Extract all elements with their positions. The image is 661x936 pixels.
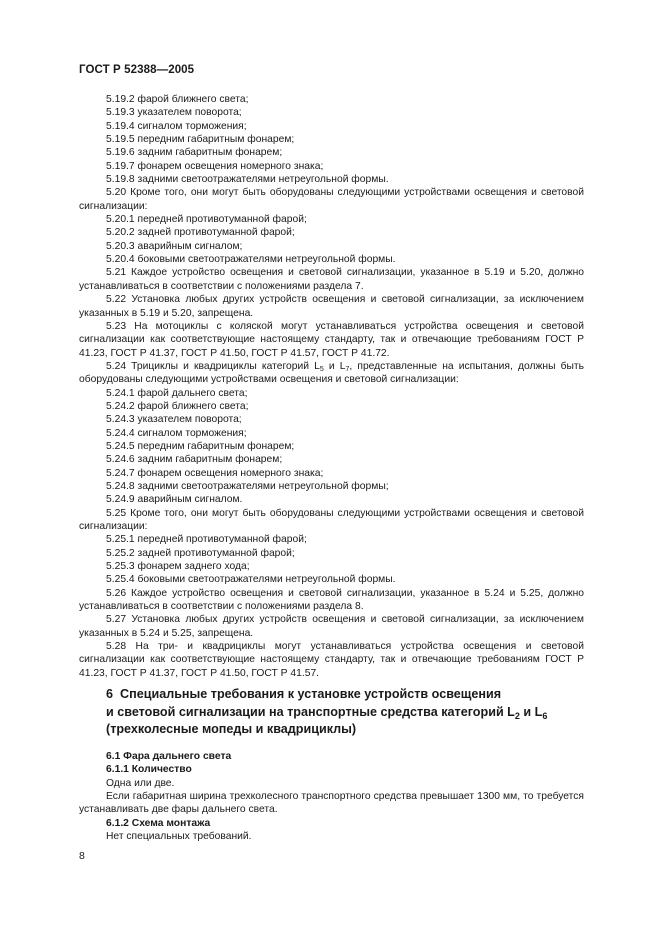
- list-item: 5.24.1 фарой дальнего света;: [106, 387, 248, 399]
- list-item: 5.24.5 передним габаритным фонарем;: [106, 440, 295, 452]
- page-number: 8: [79, 850, 85, 862]
- section-6-heading: [79, 686, 599, 739]
- section-heading-line: и световой сигнализации на транспортные средства категорий $L_2$ и $L_6$: [106, 704, 548, 721]
- list-item: 5.20.1 передней противотуманной фарой;: [106, 214, 307, 226]
- list-item: 5.24.2 фарой ближнего света;: [106, 400, 249, 412]
- paragraph: Если габаритная ширина трехколесного транспортного средства превышает 1300 мм, то требуется устанавливать две фары дальнего света.: [79, 791, 584, 816]
- text-line: Нет специальных требований.: [106, 831, 252, 843]
- subsection-heading: 6.1.1 Количество: [106, 764, 192, 776]
- list-item: 5.25.2 задней противотуманной фарой;: [106, 547, 295, 559]
- subsection-heading: 6.1 Фара дальнего света: [106, 751, 232, 762]
- list-item: 5.24.4 сигналом торможения;: [106, 427, 247, 439]
- list-item: 5.24.7 фонарем освещения номерного знака;: [106, 467, 324, 479]
- paragraph-5-23: 5.23 На мотоциклы с коляской могут устанавливаться устройства освещения и световой сигнализации как соответствующие настоящему стандарту, так и отвечающие требованиям ГОСТ Р 41.23, ГОСТ Р 41.37, ГОСТ Р 41.50, ГОСТ Р 41.57, ГОСТ Р 41.72.: [79, 320, 584, 359]
- list-item: 5.24.6 задним габаритным фонарем;: [106, 454, 283, 466]
- list-item: 5.20.4 боковыми светоотражателями нетреугольной формы.: [106, 254, 396, 266]
- section-heading-line: (трехколесные мопеды и квадрициклы): [106, 722, 357, 737]
- section-6-body: [79, 750, 584, 843]
- paragraph-5-28: 5.28 На три- и квадрициклы могут устанавливаться устройства освещения и световой сигнализации как соответствующие настоящему стандарту, так и отвечающие требованиям ГОСТ Р 41.23, ГОСТ Р 41.37, ГОСТ Р 41.50, ГОСТ Р 41.57.: [79, 641, 584, 679]
- paragraph-5-21: 5.21 Каждое устройство освещения и световой сигнализации, указанное в 5.19 и 5.20, должно устанавливаться в соответствии с положениями раздела 7.: [79, 267, 584, 292]
- subsection-heading: 6.1.2 Схема монтажа: [106, 817, 211, 829]
- list-item: 5.24.3 указателем поворота;: [106, 414, 242, 426]
- document-body: [79, 93, 584, 680]
- paragraph-5-20: 5.20 Кроме того, они могут быть оборудованы следующими устройствами освещения и световой сигнализации:: [79, 187, 584, 212]
- paragraph-5-26: 5.26 Каждое устройство освещения и световой сигнализации, указанное в 5.24 и 5.25, должно устанавливаться в соответствии с положениями раздела 8.: [79, 587, 584, 613]
- list-item: 5.25.1 передней противотуманной фарой;: [106, 534, 307, 546]
- list-item: 5.24.9 аварийным сигналом.: [106, 494, 243, 506]
- paragraph-5-22: 5.22 Установка любых других устройств освещения и световой сигнализации, за исключением указанных в 5.19 и 5.20, запрещена.: [79, 294, 584, 319]
- document-header: ГОСТ Р 52388—2005: [79, 64, 195, 76]
- paragraph-5-27: 5.27 Установка любых других устройств освещения и световой сигнализации, за исключением указанных в 5.24 и 5.25, запрещена.: [79, 614, 584, 639]
- list-item: 5.19.8 задними светоотражателями нетреугольной формы.: [106, 174, 389, 186]
- list-item: 5.20.3 аварийным сигналом;: [106, 240, 243, 252]
- paragraph-5-24: 5.24 Трициклы и квадрициклы категорий $L_5$ и $L_7$, представленные на испытания, должны быть оборудованы следующими устройствами освещения и световой сигнализации:: [79, 360, 584, 386]
- list-item: 5.19.2 фарой ближнего света;: [106, 94, 249, 105]
- list-item: 5.19.3 указателем поворота;: [106, 107, 242, 119]
- text-line: Одна или две.: [106, 777, 175, 789]
- list-item: 5.19.4 сигналом торможения;: [106, 120, 247, 132]
- list-item: 5.19.7 фонарем освещения номерного знака;: [106, 160, 324, 172]
- list-item: 5.20.2 задней противотуманной фарой;: [106, 227, 295, 239]
- list-item: 5.25.4 боковыми светоотражателями нетреугольной формы.: [106, 574, 396, 586]
- list-item: 5.24.8 задними светоотражателями нетреугольной формы;: [106, 480, 389, 492]
- list-item: 5.25.3 фонарем заднего хода;: [106, 561, 250, 573]
- list-item: 5.19.6 задним габаритным фонарем;: [106, 147, 283, 159]
- section-heading-line: 6 Специальные требования к установке устройств освещения: [106, 687, 502, 701]
- paragraph-5-25: 5.25 Кроме того, они могут быть оборудованы следующими устройствами освещения и световой сигнализации:: [79, 507, 584, 532]
- list-item: 5.19.5 передним габаритным фонарем;: [106, 134, 295, 146]
